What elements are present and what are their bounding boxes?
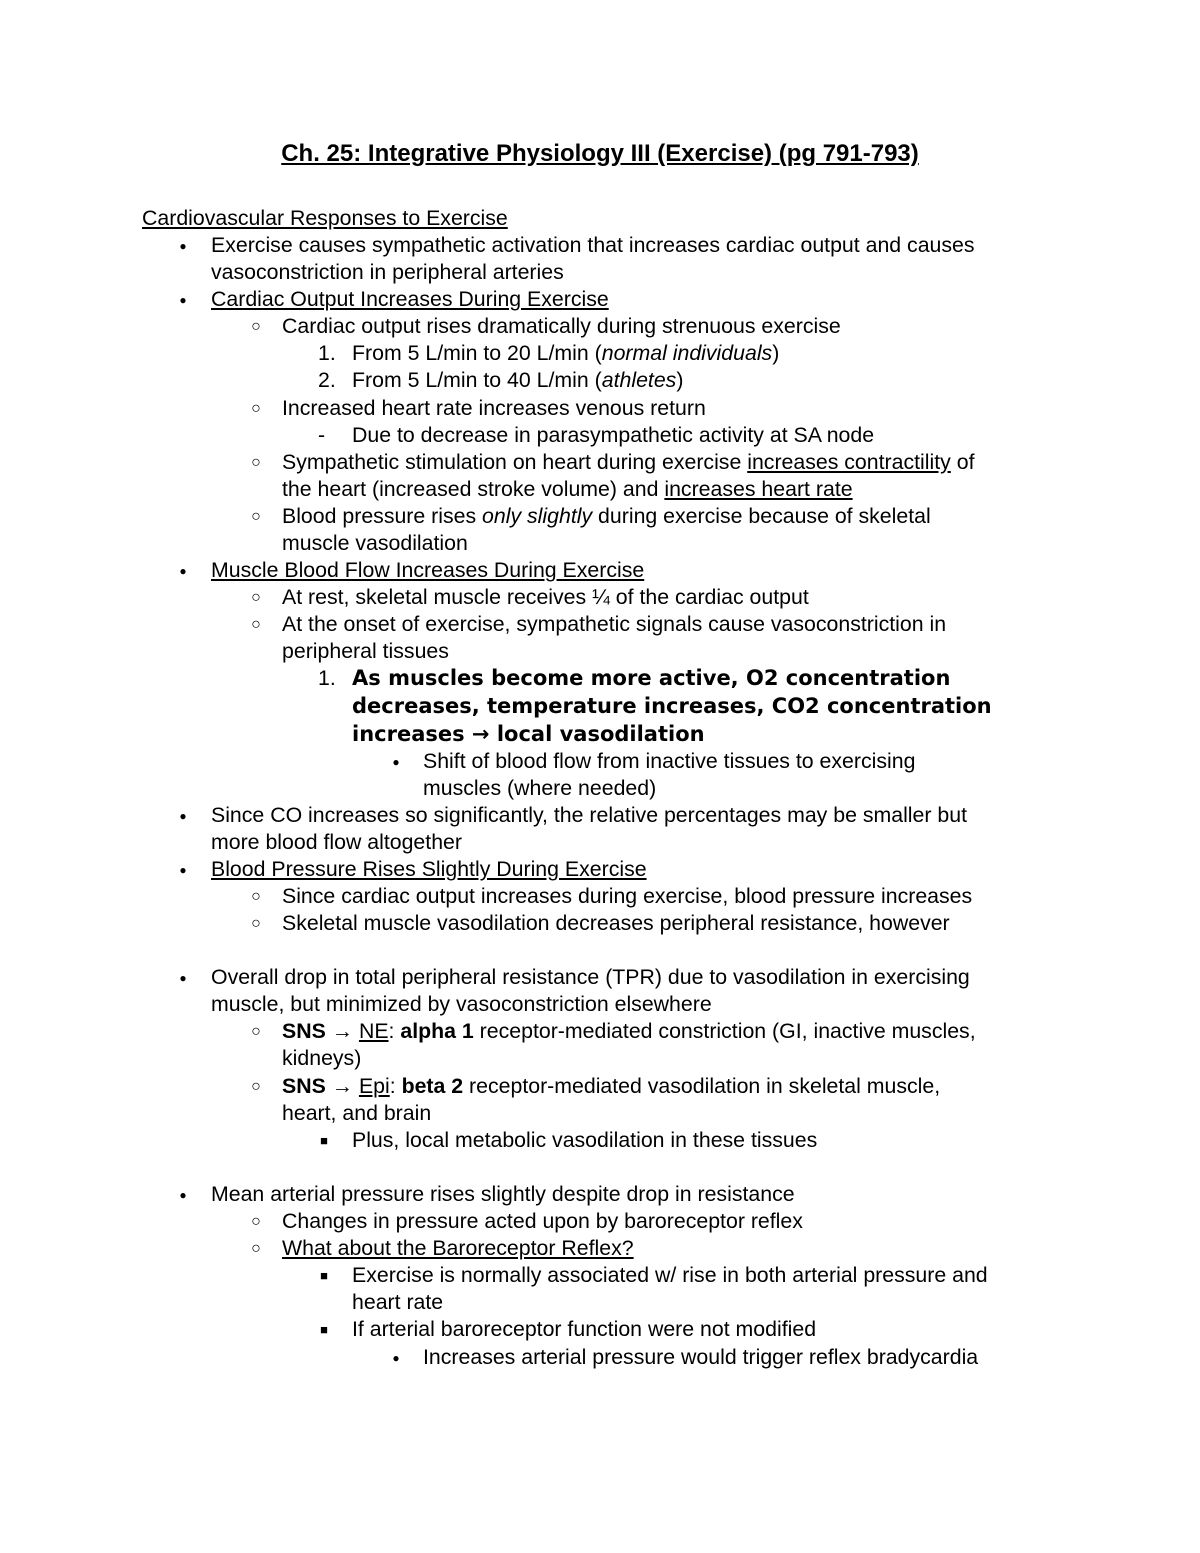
dash-marker: - [318, 423, 326, 447]
list-item: Cardiac output rises dramatically during strenuous exercise [282, 314, 841, 338]
subheading-cardiac-output: Cardiac Output Increases During Exercise [211, 287, 609, 311]
list-item: If arterial baroreceptor function were not modified [352, 1317, 817, 1341]
list-item: Sympathetic stimulation on heart during exercise increases contractility of [282, 450, 975, 474]
list-item: Since CO increases so significantly, the relative percentages may be smaller but [211, 803, 967, 827]
list-item-cont: kidneys) [282, 1046, 362, 1070]
list-item: At the onset of exercise, sympathetic signals cause vasoconstriction in [282, 612, 947, 636]
circle-bullet-icon [245, 611, 267, 638]
list-item-cont: muscles (where needed) [423, 776, 657, 800]
list-item-cont: more blood flow altogether [211, 830, 462, 854]
subheading-baroreceptor: What about the Baroreceptor Reflex? [282, 1236, 634, 1260]
bullet-icon [172, 1181, 194, 1209]
circle-bullet-icon [245, 883, 267, 910]
list-number: 1. [318, 666, 336, 690]
section-heading: Cardiovascular Responses to Exercise [142, 206, 508, 230]
circle-bullet-icon [245, 1208, 267, 1235]
list-item: Exercise causes sympathetic activation that increases cardiac output and causes [211, 233, 975, 257]
bullet-icon [172, 856, 194, 884]
bullet-icon [172, 557, 194, 585]
circle-bullet-icon [245, 449, 267, 476]
list-item-emphasis-cont: decreases, temperature increases, CO2 concentration [352, 694, 992, 718]
list-item-cont: peripheral tissues [282, 639, 449, 663]
list-item-cont: heart, and brain [282, 1101, 432, 1125]
list-item: Increased heart rate increases venous return [282, 396, 706, 420]
square-bullet-icon [313, 1127, 335, 1154]
circle-bullet-icon [245, 503, 267, 530]
subheading-muscle-blood-flow: Muscle Blood Flow Increases During Exercise [211, 558, 645, 582]
list-number: 2. [318, 368, 336, 392]
bullet-icon [172, 286, 194, 314]
circle-bullet-icon [245, 1073, 267, 1100]
list-item: Increases arterial pressure would trigger reflex bradycardia [423, 1345, 979, 1369]
list-item: SNS → NE: alpha 1 receptor-mediated constriction (GI, inactive muscles, [282, 1019, 976, 1043]
circle-bullet-icon [245, 584, 267, 611]
circle-bullet-icon [245, 1018, 267, 1045]
circle-bullet-icon [245, 395, 267, 422]
bullet-icon [172, 232, 194, 260]
list-item: From 5 L/min to 40 L/min (athletes) [352, 368, 684, 392]
list-item: Blood pressure rises only slightly during exercise because of skeletal [282, 504, 931, 528]
bullet-icon [385, 1344, 407, 1372]
list-item: Plus, local metabolic vasodilation in these tissues [352, 1128, 818, 1152]
square-bullet-icon [313, 1262, 335, 1289]
bullet-icon [172, 964, 194, 992]
square-bullet-icon [313, 1316, 335, 1343]
list-item: Since cardiac output increases during exercise, blood pressure increases [282, 884, 973, 908]
list-item: From 5 L/min to 20 L/min (normal individuals) [352, 341, 780, 365]
list-item: Changes in pressure acted upon by baroreceptor reflex [282, 1209, 803, 1233]
list-item: Due to decrease in parasympathetic activity at SA node [352, 423, 875, 447]
list-item-cont: muscle vasodilation [282, 531, 468, 555]
circle-bullet-icon [245, 1235, 267, 1262]
list-number: 1. [318, 341, 336, 365]
list-item-cont: muscle, but minimized by vasoconstriction elsewhere [211, 992, 712, 1016]
list-item-cont: heart rate [352, 1290, 444, 1314]
list-item: At rest, skeletal muscle receives ¼ of the cardiac output [282, 585, 809, 609]
list-item: Overall drop in total peripheral resistance (TPR) due to vasodilation in exercising [211, 965, 970, 989]
list-item-cont: the heart (increased stroke volume) and increases heart rate [282, 477, 853, 501]
list-item-emphasis-cont: increases → local vasodilation [352, 722, 705, 746]
list-item-emphasis: As muscles become more active, O2 concentration [352, 666, 951, 690]
circle-bullet-icon [245, 910, 267, 937]
list-item: Shift of blood flow from inactive tissues to exercising [423, 749, 916, 773]
subheading-blood-pressure: Blood Pressure Rises Slightly During Exercise [211, 857, 647, 881]
list-item: Skeletal muscle vasodilation decreases peripheral resistance, however [282, 911, 950, 935]
circle-bullet-icon [245, 313, 267, 340]
page-title: Ch. 25: Integrative Physiology III (Exercise) (pg 791-793) [281, 140, 919, 167]
bullet-icon [172, 802, 194, 830]
list-item: SNS → Epi: beta 2 receptor-mediated vasodilation in skeletal muscle, [282, 1074, 941, 1098]
list-item: Mean arterial pressure rises slightly despite drop in resistance [211, 1182, 795, 1206]
list-item: Exercise is normally associated w/ rise in both arterial pressure and [352, 1263, 988, 1287]
bullet-icon [385, 748, 407, 776]
list-item-cont: vasoconstriction in peripheral arteries [211, 260, 564, 284]
